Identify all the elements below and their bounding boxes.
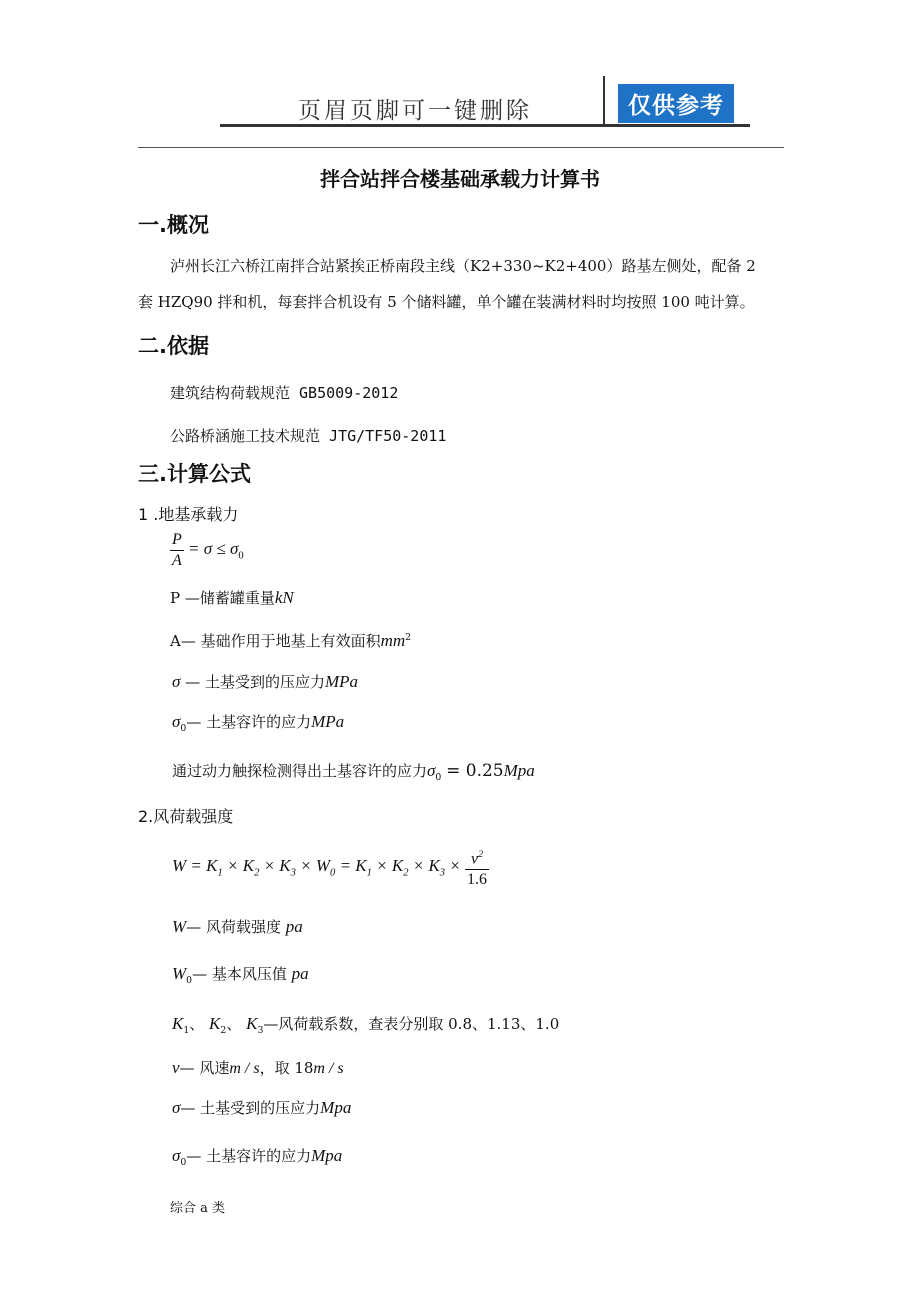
section-heading-overview: 一.概况: [138, 213, 209, 237]
reference-2: 公路桥涵施工技术规范 JTG/TF50-2011: [170, 427, 447, 445]
page-top-rule: [138, 147, 784, 148]
section-heading-basis: 二.依据: [138, 334, 209, 358]
allowable-stress-result: 通过动力触探检测得出土基容许的应力$\sigma_0 = 0.25Mpa$: [172, 761, 535, 783]
header-rule: [220, 124, 750, 127]
def-k: $K_1$、 $K_2$、 $K_3—$风荷载系数，查表分别取 0.8、1.13、1.0: [172, 1014, 560, 1036]
def-sigma: σ — 土基受到的压应力MPa: [172, 672, 358, 691]
overview-line-1: 泸州长江六桥江南拌合站紧挨正桥南段主线（K2+330~K2+400）路基左侧处，配备 2: [170, 257, 756, 275]
def-p: P —储蓄罐重量kN: [170, 588, 294, 607]
overview-line-2: 套 HZQ90 拌和机，每套拌合机设有 5 个储料罐，单个罐在装满材料时均按照 100 吨计算。: [138, 293, 755, 311]
def-a: A— 基础作用于地基上有效面积$mm^2$: [170, 631, 412, 650]
header-badge: 仅供参考: [618, 84, 734, 123]
formula-wind-load: $W = K_1 \times K_2 \times K_3 \times W_0 = K_1 \times K_2 \times K_3$ × $\frac{v^2}{1.6}$: [172, 845, 489, 890]
def-sigma0: $\sigma_0—$ 土基容许的应力MPa: [172, 712, 345, 734]
def-w: W— 风荷载强度 pa: [172, 917, 303, 936]
def-v: v— 风速m / s，取 18m / s: [172, 1058, 344, 1077]
header-divider: [603, 76, 605, 126]
section-heading-formulas: 三.计算公式: [138, 462, 251, 486]
formula-bearing-capacity: $\frac{P}{A}$ = $\sigma \le \sigma_0$: [172, 531, 244, 569]
footer-text: 综合 a 类: [170, 1201, 226, 1216]
def-w0: $W_0—$ 基本风压值 pa: [172, 964, 309, 986]
reference-1: 建筑结构荷载规范 GB5009-2012: [170, 384, 399, 402]
def-sigma0-2: $\sigma_0—$ 土基容许的应力Mpa: [172, 1146, 343, 1168]
header-text: 页眉页脚可一键删除: [298, 98, 532, 124]
document-title: 拌合站拌合楼基础承载力计算书: [320, 167, 600, 191]
subsection-wind-load: 2.风荷载强度: [138, 807, 234, 826]
subsection-bearing-capacity: 1 .地基承载力: [138, 505, 239, 524]
def-sigma-2: σ— 土基受到的压应力Mpa: [172, 1098, 352, 1117]
